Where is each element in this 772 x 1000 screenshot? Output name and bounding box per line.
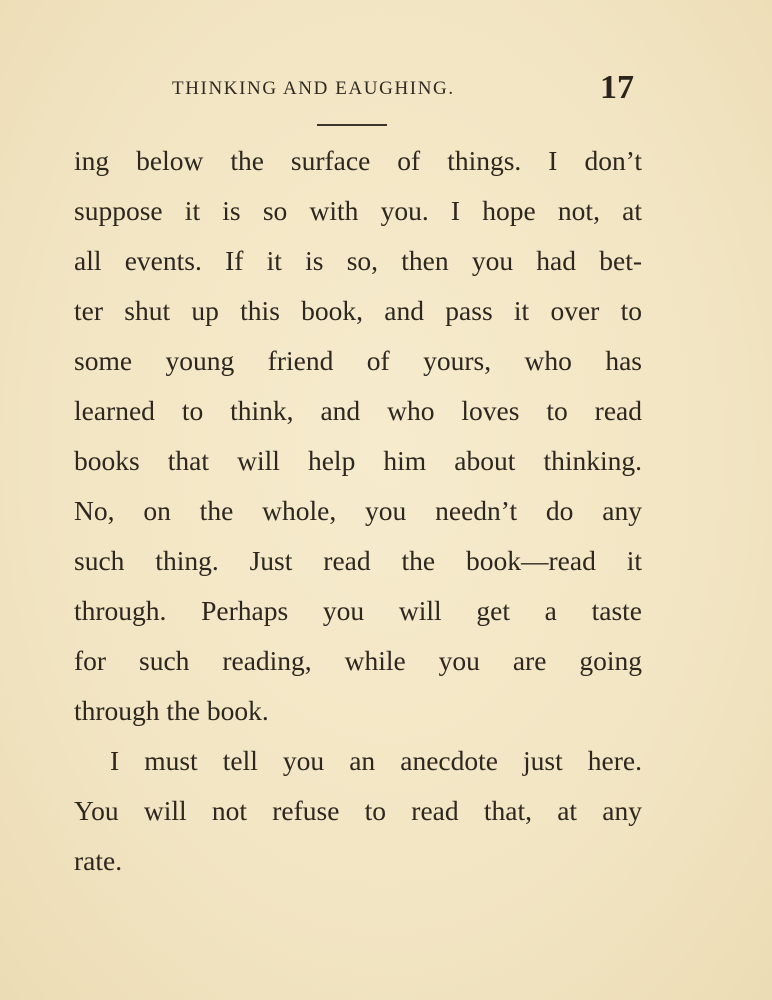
text-line: through the book. <box>74 695 269 726</box>
body-text <box>74 136 642 886</box>
paragraph-2 <box>74 736 642 886</box>
running-title: THINKING AND EAUGHING. <box>172 78 455 99</box>
text-line: all events. If it is so, then you had bet- <box>74 245 642 276</box>
header-rule <box>317 124 387 126</box>
text-line: ter shut up this book, and pass it over to <box>74 295 642 326</box>
text-line: books that will help him about thinking. <box>74 445 642 476</box>
text-line: some young friend of yours, who has <box>74 345 642 376</box>
text-line: suppose it is so with you. I hope not, at <box>74 195 642 226</box>
text-line: learned to think, and who loves to read <box>74 395 642 426</box>
text-line: for such reading, while you are going <box>74 645 642 676</box>
text-line: rate. <box>74 845 123 876</box>
page-header <box>0 68 772 112</box>
text-line: such thing. Just read the book—read it <box>74 545 642 576</box>
text-line: through. Perhaps you will get a taste <box>74 595 642 626</box>
text-line: ing below the surface of things. I don’t <box>74 145 642 176</box>
text-line: No, on the whole, you needn’t do any <box>74 495 642 526</box>
paragraph-1 <box>74 136 642 736</box>
page-number: 17 <box>600 69 634 106</box>
text-line: You will not refuse to read that, at any <box>74 795 642 826</box>
text-line: I must tell you an anecdote just here. <box>110 745 642 776</box>
